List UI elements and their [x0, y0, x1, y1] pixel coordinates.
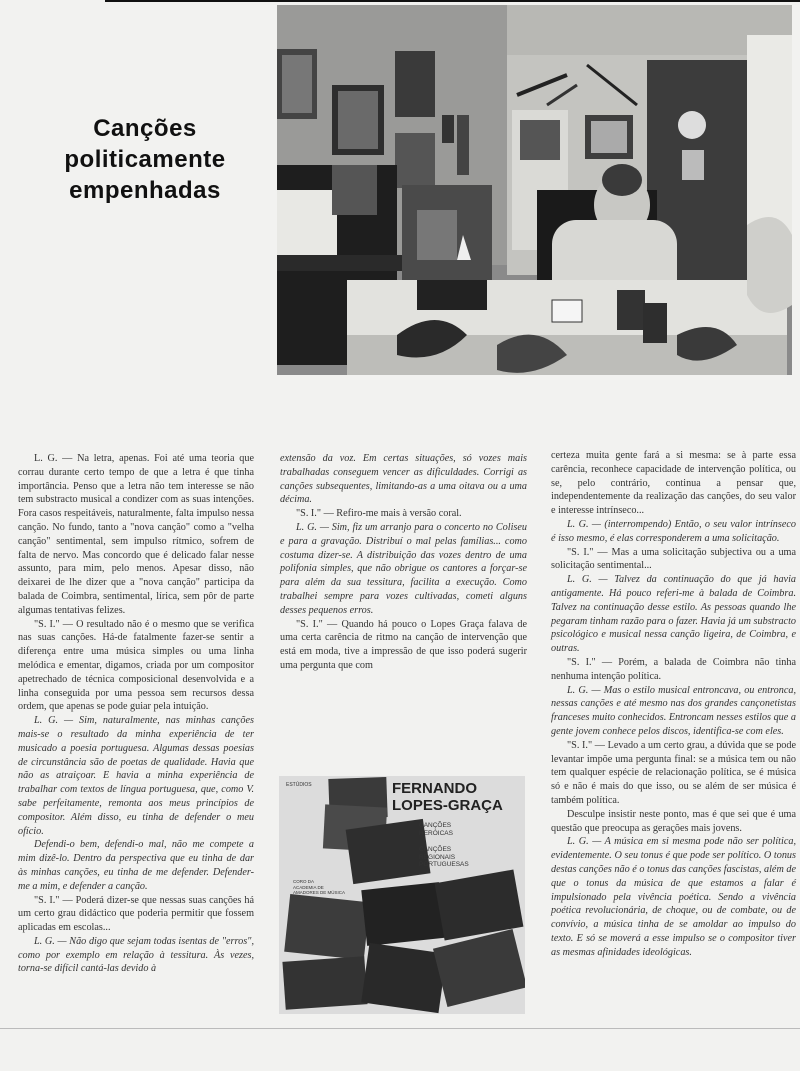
- paragraph: "S. I." — Mas a uma solicitação subjectiva ou a uma solicitação sentimental...: [551, 546, 796, 572]
- headline-line-3: empenhadas: [69, 177, 221, 204]
- paragraph: "S. I." — Poderá dizer-se que nessas suas canções há um certo grau didáctico que poderia permitir que fossem aplicadas em escolas...: [18, 894, 254, 934]
- paragraph: Defendi-o bem, defendi-o mal, não me compete a mim dizê-lo. Dentro da perspectiva que eu tinha de dar às minhas canções, eu tinha de me defender. Defender-me a mim, e defender a canção.: [18, 839, 254, 892]
- paragraph: "S. I." — Quando há pouco o Lopes Graça falava de uma certa carência de ritmo na canção de intervenção que está em moda, tive a impressão de que isso poderá sugerir uma pergunta que com: [280, 618, 527, 671]
- text-column-3: [551, 449, 796, 959]
- paragraph: Desculpe insistir neste ponto, mas é que sei que é uma questão que preocupa as gerações mais jovens.: [551, 808, 796, 834]
- article-headline: [30, 113, 260, 206]
- paragraph: L. G. — (interrompendo) Então, o seu valor intrínseco é isso mesmo, é elas corresponderem a uma solicitação.: [551, 518, 796, 544]
- cover-title: [392, 780, 522, 814]
- cover-subtitle-regionais: [419, 846, 523, 869]
- cover-subtitle-line: HERÓICAS: [419, 829, 453, 837]
- paragraph: L. G. — Mas o estilo musical entroncava, ou entronca, nessas canções e até mesmo nas dos grandes cançonetistas franceses muito conhecidos. Entroncam nesses estilos que a gente jovem conhece pelos discos, identifica-se com eles.: [551, 684, 796, 737]
- top-rule: [105, 0, 800, 2]
- cover-title-line: LOPES-GRAÇA: [392, 797, 503, 814]
- text-column-1: [18, 452, 254, 976]
- paragraph: L. G. — Sim, fiz um arranjo para o concerto no Coliseu e para a gravação. Distribuí o mal pelas famílias... como costuma dizer-se. A distribuição das vozes dentro de uma polifonia simples, que não obrigue os cantores a forçar-se para além da sua tessitura, facilita a execução. Como trabalhei sempre para vozes cultivadas, cometi alguns desses pequenos erros.: [280, 521, 527, 616]
- paragraph: "S. I." — Porém, a balada de Coimbra não tinha nenhuma intenção política.: [551, 656, 796, 682]
- paragraph: L. G. — Não digo que sejam todas isentas de "erros", como por exemplo em relação à tessitura. Às vezes, torna-se difícil cantá-las devido à: [18, 935, 254, 975]
- cover-subtitle-heroicas: [419, 822, 523, 837]
- paragraph: L. G. — Sim, naturalmente, nas minhas canções mais-se o resultado da minha experiência de ter musicado a poesia portuguesa. Algumas dessas poesias de circunstância são de poetas de qualidade. Havia que não as atraiçoar. E havia a minha experiência de trabalhar com textos de língua portuguesa, que, como V. sabe perfeitamente, remonta aos meus princípios de compositor. Além disso, eu tinha de defender o meu ofício.: [18, 715, 254, 837]
- cover-subtitle-line: CANÇÕES: [419, 846, 452, 853]
- record-cover-image: [279, 776, 525, 1014]
- text-column-2: [280, 452, 527, 673]
- paragraph: L. G. — Talvez da continuação do que já havia antigamente. Há pouco referi-me à balada de Coimbra. Talvez na continuação desse estilo. As pessoas quando lhe pegaram tinham razão para o fazer. Havia já um substracto psicológico e musical nessa canção ligeira, de Coimbra, e outras.: [551, 574, 796, 655]
- paragraph: extensão da voz. Em certas situações, só vozes mais trabalhadas conseguem vencer as dificuldades. Corrigi as canções subsequentes, limitando-as a uma oitava ou a uma décima.: [280, 453, 527, 506]
- cover-choir-line: AMADORES DE MÚSICA: [293, 890, 346, 895]
- composer-photo: [277, 5, 792, 375]
- paragraph: L. G. — Na letra, apenas. Foi até uma teoria que corrau durante certo tempo de que a letra é que tinha importância. Penso que a letra não tem interesse se não tem substracto musical a condizer com as suas intenções. Fora casos respeitáveis, naturalmente, falta impulso nessa canção. No fundo, tanto a "nova canção" como a "velha canção" sentimental, sem impulso rítmico, sofrem de falta de nervo. Mas concordo que é delicado falar nesse assunto, para mim, pelo menos. Apesar disso, não deixarei de lhe dizer que a "nova canção" participa da balada de Coimbra, sentimental, lírica, sem pôr de parte algumas tentativas felizes.: [18, 453, 254, 616]
- cover-label: ESTÚDIOS: [286, 782, 312, 788]
- paragraph: certeza muita gente fará a si mesma: se à parte essa carência, reconhece capacidade de intervenção política, ou se, pelo contrário, continua a pensar que, independentemente da realização das canções, do seu valor e interesse intrínseco...: [551, 450, 796, 517]
- cover-title-line: FERNANDO: [392, 780, 477, 797]
- paragraph: L. G. — A música em si mesma pode não ser política, evidentemente. O seu tonus é que pode ser político. O tonus destas canções não é o tonus das canções fascistas, além de que o tonus da música de que estamos a falar é impulsionado pela vivência poética. Sendo a vivência poética revolucionária, de choque, ou de combate, ou de convívio, a música tinha de se amoldar ao impulso do texto. E só se moverá a esse impulso se o compositor tiver as mesmas afinidades ideológicas.: [551, 836, 796, 958]
- paragraph: "S. I." — O resultado não é o mesmo que se verifica nas suas canções. Há-de fatalmente fazer-se sentir a diferença entre uma música simples ou uma linha melódica e ementar, digamos, criada por um compositor apetrechado de técnica composicional desenvolvida e a linha conseguida por uma pessoa sem recursos dessa ordem, que apenas se pode guiar pela intuição.: [18, 618, 254, 713]
- paragraph: "S. I." — Levado a um certo grau, a dúvida que se pode levantar impõe uma pergunta final: se a música tem ou não tem qualquer espécie de relacionação política, se é música só e não é mais do que isso, ou se além de ser música é também política.: [551, 739, 796, 806]
- headline-line-2: politicamente: [64, 146, 226, 173]
- cover-subtitle-line: CANÇÕES: [419, 822, 452, 829]
- cover-choir-line: CORO DA: [293, 879, 315, 884]
- cover-subtitle-line: REGIONAIS: [419, 853, 456, 861]
- headline-line-1: Canções: [93, 115, 197, 142]
- bottom-rule: [0, 1028, 800, 1029]
- cover-choir-credit: [293, 879, 363, 896]
- cover-choir-line: ACADEMIA DE: [293, 884, 324, 890]
- paragraph: "S. I." — Refiro-me mais à versão coral.: [296, 508, 462, 520]
- cover-subtitle-line: PORTUGUESAS: [419, 861, 469, 868]
